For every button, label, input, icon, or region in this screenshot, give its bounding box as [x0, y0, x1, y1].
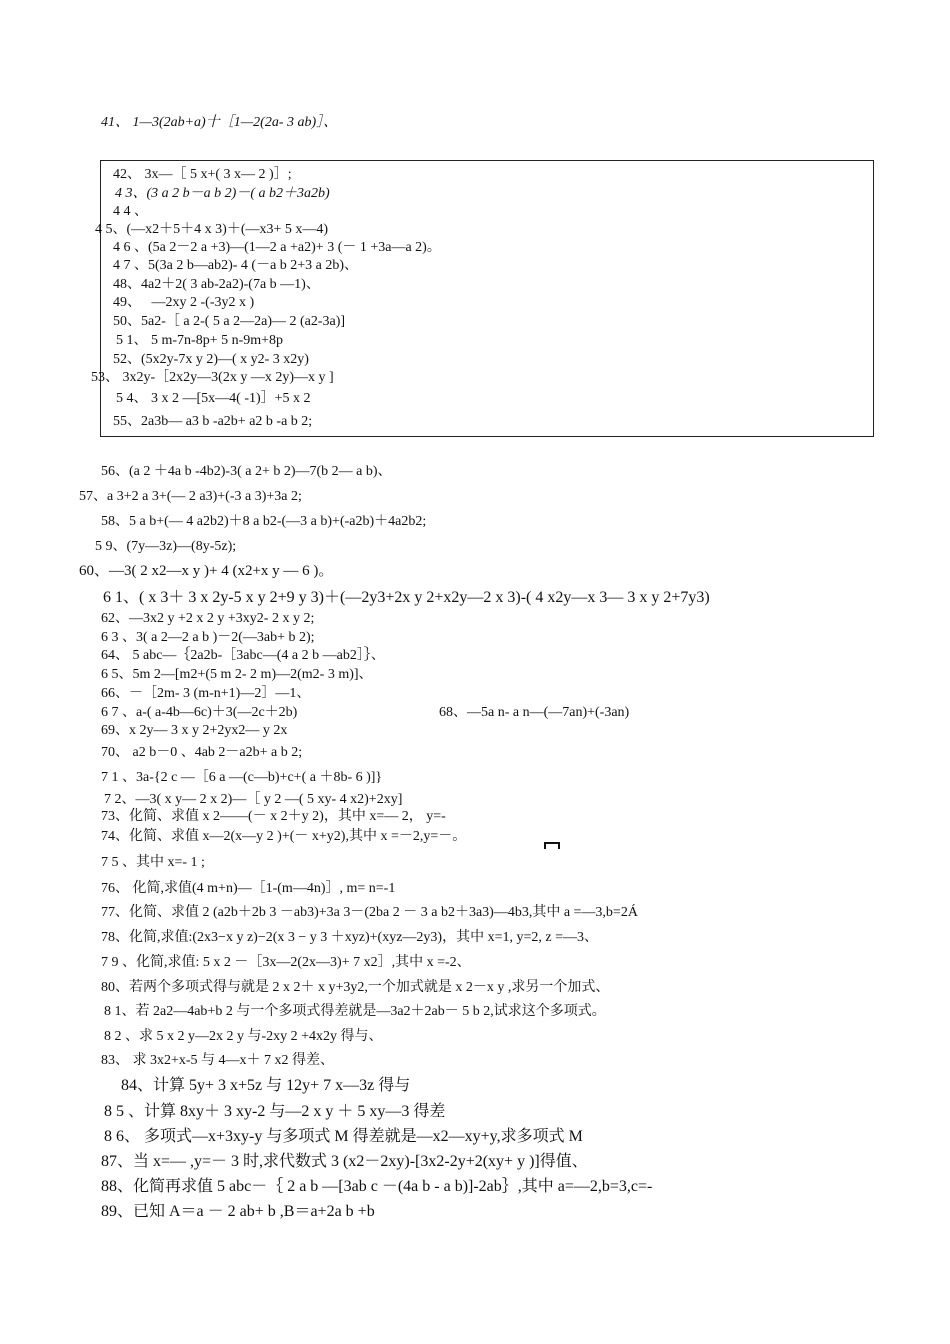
- problem-74: 74、化简、求值 x—2(x—y 2 )+(－ x+y2),其中 x =－2,y=－。: [101, 829, 467, 844]
- problem-66: 66、－［2m- 3 (m-n+1)—2］—1、: [101, 686, 311, 701]
- problem-73: 73、化简、求值 x 2——(－ x 2＋y 2)，其中 x=— 2， y=-: [101, 809, 446, 824]
- problem-79: 7 9 、化简,求值: 5 x 2 －［3x—2(2x—3)+ 7 x2］,其中 x =-2、: [101, 955, 471, 970]
- problem-71: 7 1 、3a-{2 c —［6 a —(c—b)+c+( a ＋8b- 6 )]}: [101, 770, 383, 785]
- problem-48: 48、4a2＋2( 3 ab-2a2)-(7a b —1)、: [113, 277, 320, 292]
- problem-45: 4 5、(—x2＋5＋4 x 3)＋(—x3+ 5 x—4): [95, 222, 329, 237]
- problem-86: 8 6、 多项式—x+3xy-y 与多项式 M 得差就是—x2—xy+y,求多项式 M: [104, 1128, 583, 1145]
- problem-84: 84、计算 5y+ 3 x+5z 与 12y+ 7 x—3z 得与: [121, 1077, 411, 1094]
- problem-64: 64、 5 abc—｛2a2b-［3abc—(4 a 2 b —ab2］｝、: [101, 648, 385, 663]
- problem-85: 8 5 、计算 8xy＋ 3 xy-2 与—2 x y ＋ 5 xy—3 得差: [104, 1103, 446, 1120]
- problem-75: 7 5 、其中 x=- 1 ;: [101, 855, 205, 870]
- problem-52: 52、(5x2y-7x y 2)—( x y2- 3 x2y): [113, 352, 309, 367]
- problem-68: 68、—5a n- a n—(—7an)+(-3an): [439, 705, 630, 720]
- problem-62: 62、—3x2 y +2 x 2 y +3xy2- 2 x y 2;: [101, 611, 315, 626]
- problem-43: 4 3、(3 a 2 b－a b 2)－( a b2＋3a2b): [115, 186, 330, 201]
- problem-44: 4 4 、: [113, 204, 148, 219]
- problem-50: 50、5a2-［ a 2-( 5 a 2—2a)— 2 (a2-3a)]: [113, 314, 346, 329]
- problem-49: 49、 —2xy 2 -(-3y2 x ): [113, 295, 255, 310]
- problem-87: 87、当 x=— ,y=－ 3 时,求代数式 3 (x2－2xy)-[3x2-2y+2(xy+ y )]得值、: [101, 1153, 588, 1170]
- problem-59: 5 9、(7y—3z)—(8y-5z);: [95, 539, 237, 554]
- problem-80: 80、若两个多项式得与就是 2 x 2＋ x y+3y2,一个加式就是 x 2－x y ,求另一个加式、: [101, 980, 610, 995]
- problem-70: 70、 a2 b－0 、4ab 2－a2b+ a b 2;: [101, 745, 303, 760]
- problem-42: 42、 3x—［ 5 x+( 3 x— 2 )］;: [113, 167, 292, 182]
- problem-88: 88、化简再求值 5 abc－｛ 2 a b —[3ab c －(4a b - a b)]-2ab｝,其中 a=—2,b=3,c=-: [101, 1178, 653, 1195]
- problem-89: 89、已知 A＝a － 2 ab+ b ,B＝a+2a b +b: [101, 1203, 375, 1220]
- problem-82: 8 2 、求 5 x 2 y—2x 2 y 与-2xy 2 +4x2y 得与、: [104, 1029, 383, 1044]
- corner-mark-icon: [544, 842, 560, 849]
- problem-53: 53、 3x2y-［2x2y—3(2x y —x 2y)—x y ]: [91, 370, 334, 385]
- problem-51: 5 1、 5 m-7n-8p+ 5 n-9m+8p: [116, 333, 284, 348]
- problem-46: 4 6 、(5a 2－2 a +3)—(1—2 a +a2)+ 3 (－ 1 +3a—a 2)。: [113, 240, 441, 255]
- problem-83: 83、 求 3x2+x-5 与 4—x＋ 7 x2 得差、: [101, 1053, 335, 1068]
- problem-56: 56、(a 2 ＋4a b -4b2)-3( a 2+ b 2)—7(b 2— a b)、: [101, 464, 392, 479]
- problem-61: 6 1、( x 3＋ 3 x 2y-5 x y 2+9 y 3)＋(—2y3+2x y 2+x2y—2 x 3)-( 4 x2y—x 3— 3 x y 2+7y3): [103, 589, 710, 606]
- problem-54: 5 4、 3 x 2 —[5x—4( -1)］+5 x 2: [116, 391, 311, 406]
- problem-72: 7 2、—3( x y— 2 x 2)—［ y 2 —( 5 xy- 4 x2)+2xy]: [104, 792, 403, 807]
- problem-67: 6 7 、a-( a-4b—6c)＋3(—2c＋2b): [101, 705, 298, 720]
- problem-81: 8 1、若 2a2—4ab+b 2 与一个多项式得差就是—3a2＋2ab－ 5 b 2,试求这个多项式。: [104, 1004, 606, 1019]
- problem-76: 76、 化简,求值(4 m+n)—［1-(m—4n)］, m= n=-1: [101, 881, 396, 896]
- problem-60: 60、—3( 2 x2—x y )+ 4 (x2+x y — 6 )。: [79, 563, 334, 579]
- problem-41: 41、 1—3(2ab+a)十［1—2(2a- 3 ab)］、: [101, 115, 338, 130]
- problem-77: 77、化简、求值 2 (a2b＋2b 3 －ab3)+3a 3－(2ba 2 － 3 a b2＋3a3)—4b3,其中 a =—3,b=2Á: [101, 905, 638, 920]
- problem-58: 58、5 a b+(— 4 a2b2)＋8 a b2-(—3 a b)+(-a2b)＋4a2b2;: [101, 514, 427, 529]
- problem-55: 55、2a3b— a3 b -a2b+ a2 b -a b 2;: [113, 414, 313, 429]
- problem-69: 69、x 2y— 3 x y 2+2yx2— y 2x: [101, 723, 288, 738]
- problem-65: 6 5、5m 2—[m2+(5 m 2- 2 m)—2(m2- 3 m)]、: [101, 667, 373, 682]
- problem-63: 6 3 、3( a 2—2 a b )－2(—3ab+ b 2);: [101, 630, 315, 645]
- problem-57: 57、a 3+2 a 3+(— 2 a3)+(-3 a 3)+3a 2;: [79, 489, 302, 504]
- problem-78: 78、化简,求值:(2x3−x y z)−2(x 3 − y 3 ＋xyz)+(xyz—2y3)，其中 x=1, y=2, z =—3、: [101, 930, 598, 945]
- problem-47: 4 7 、5(3a 2 b—ab2)- 4 (－a b 2+3 a 2b)、: [113, 258, 359, 273]
